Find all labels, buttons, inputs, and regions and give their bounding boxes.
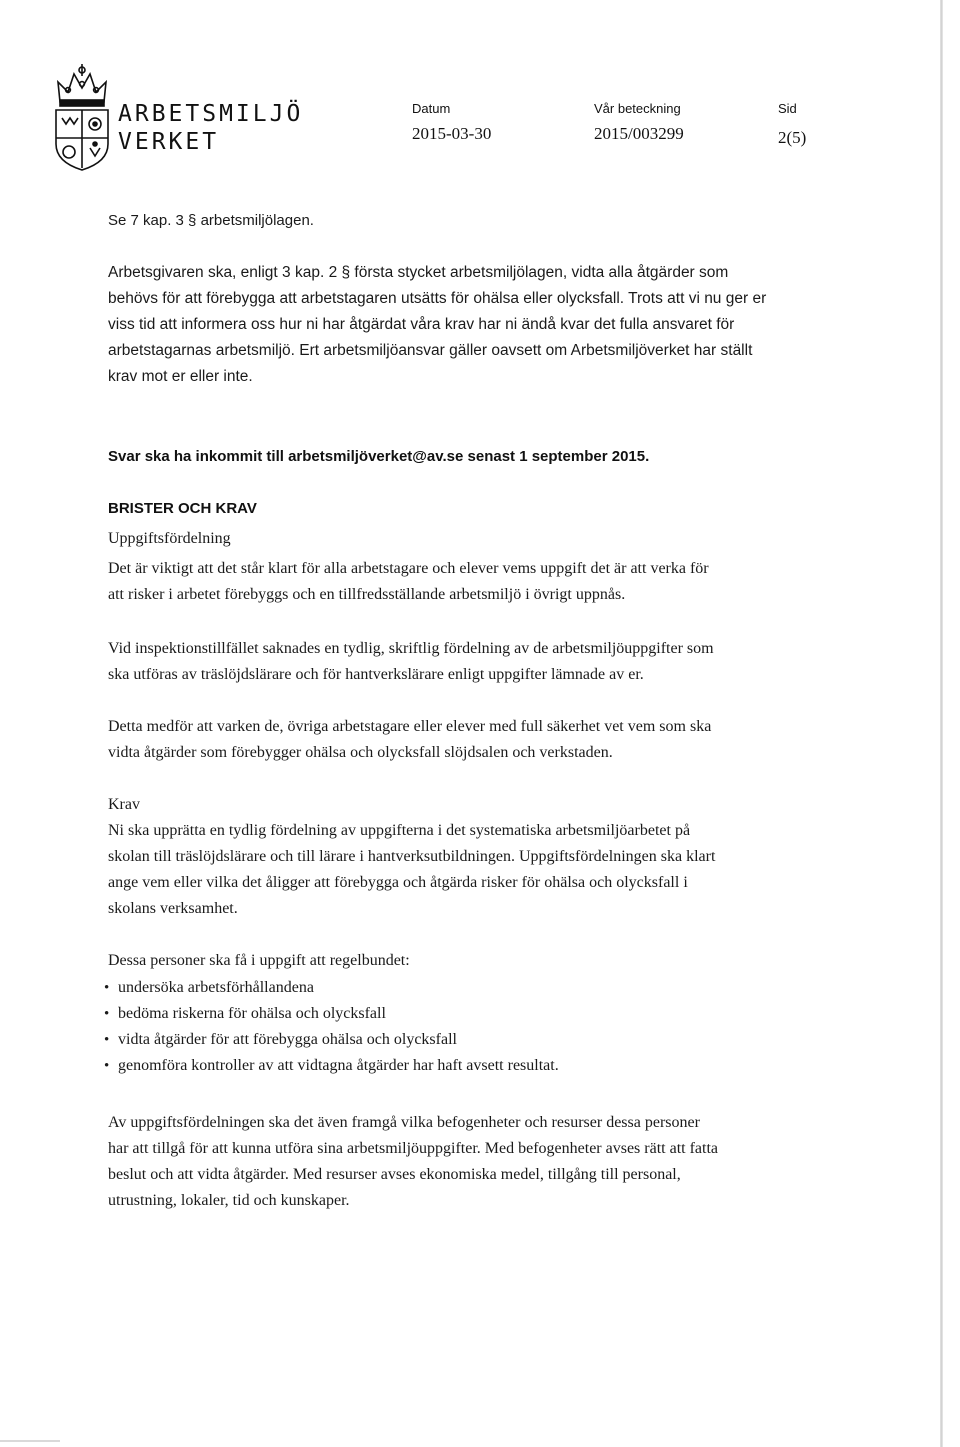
paragraph-line: Vid inspektionstillfället saknades en tydlig, skriftlig fördelning av de arbetsmiljöuppgifter som bbox=[108, 640, 714, 657]
date-value: 2015-03-30 bbox=[412, 124, 492, 143]
intro-line: behövs för att förebygga att arbetstagaren utsätts för ohälsa eller olycksfall. Trots att vi nu ger er bbox=[108, 290, 767, 307]
scan-edge-rule bbox=[940, 0, 943, 1447]
page-number: 2(5) bbox=[778, 128, 807, 147]
intro-line: krav mot er eller inte. bbox=[108, 368, 253, 385]
paragraph-line: har att tillgå för att kunna utföra sina arbetsmiljöuppgifter. Med befogenheter avses rätt att fatta bbox=[108, 1140, 719, 1157]
intro-line: arbetstagarnas arbetsmiljö. Ert arbetsmiljöansvar gäller oavsett om Arbetsmiljöverket har ställt bbox=[108, 342, 753, 359]
subsection-heading: Uppgiftsfördelning bbox=[108, 530, 231, 547]
scan-edge-mark bbox=[0, 1440, 60, 1442]
org-name-line2: VERKET bbox=[118, 129, 220, 155]
list-item: • genomföra kontroller av att vidtagna åtgärder har haft avsett resultat. bbox=[104, 1053, 559, 1079]
brister-paragraph-3 bbox=[108, 714, 828, 766]
paragraph-line: Av uppgiftsfördelningen ska det även framgå vilka befogenheter och resurser dessa personer bbox=[108, 1114, 700, 1131]
task-list-intro: Dessa personer ska få i uppgift att regelbundet: bbox=[108, 952, 410, 969]
paragraph-line: Det är viktigt att det står klart för alla arbetstagare och elever vems uppgift det är att verka för bbox=[108, 560, 709, 577]
paragraph-line: ange vem eller vilka det åligger att förebygga och åtgärda risker för ohälsa och olycksfall i bbox=[108, 874, 688, 891]
org-name bbox=[118, 100, 303, 156]
date-label: Datum bbox=[412, 101, 451, 116]
law-reference: Se 7 kap. 3 § arbetsmiljölagen. bbox=[108, 212, 314, 229]
reference-value: 2015/003299 bbox=[594, 124, 684, 143]
intro-line: viss tid att informera oss hur ni har åtgärdat våra krav har ni ändå kvar det fulla ansvaret för bbox=[108, 316, 735, 333]
paragraph-line: vidta åtgärder som förebygger ohälsa och olycksfall slöjdsalen och verkstaden. bbox=[108, 744, 613, 761]
org-name-line1: ARBETSMILJÖ bbox=[118, 101, 304, 127]
paragraph-line: Detta medför att varken de, övriga arbetstagare eller elever med full säkerhet vet vem som ska bbox=[108, 718, 712, 735]
paragraph-line: utrustning, lokaler, tid och kunskaper. bbox=[108, 1192, 350, 1209]
section-heading: BRISTER OCH KRAV bbox=[108, 500, 257, 517]
paragraph-line: beslut och att vidta åtgärder. Med resurser avses ekonomiska medel, tillgång till personal, bbox=[108, 1166, 681, 1183]
paragraph-line: skolans verksamhet. bbox=[108, 900, 238, 917]
intro-paragraph bbox=[108, 260, 828, 390]
krav-paragraph-1 bbox=[108, 818, 828, 922]
list-item: • bedöma riskerna för ohälsa och olycksfall bbox=[104, 1001, 559, 1027]
intro-line: Arbetsgivaren ska, enligt 3 kap. 2 § första stycket arbetsmiljölagen, vidta alla åtgärder som bbox=[108, 264, 729, 281]
paragraph-line: ska utföras av träslöjdslärare och för hantverkslärare enligt uppgifter lämnade av er. bbox=[108, 666, 644, 683]
krav-paragraph-2 bbox=[108, 1110, 828, 1214]
crown-shield-logo-icon bbox=[50, 62, 114, 172]
list-item: • vidta åtgärder för att förebygga ohälsa och olycksfall bbox=[104, 1027, 559, 1053]
paragraph-line: Ni ska upprätta en tydlig fördelning av uppgifterna i det systematiska arbetsmiljöarbetet på bbox=[108, 822, 691, 839]
paragraph-line: skolan till träslöjdslärare och till lärare i hantverksutbildningen. Uppgiftsfördelningen ska klart bbox=[108, 848, 716, 865]
brister-paragraph-1 bbox=[108, 556, 828, 608]
reference-label: Vår beteckning bbox=[594, 101, 681, 116]
brister-paragraph-2 bbox=[108, 636, 828, 688]
response-deadline: Svar ska ha inkommit till arbetsmiljöverket@av.se senast 1 september 2015. bbox=[108, 448, 650, 465]
paragraph-line: att risker i arbetet förebyggs och en tillfredsställande arbetsmiljö i övrigt uppnås. bbox=[108, 586, 626, 603]
page-label: Sid bbox=[778, 101, 797, 116]
task-list bbox=[104, 975, 559, 1079]
krav-heading: Krav bbox=[108, 796, 140, 813]
list-item: • undersöka arbetsförhållandena bbox=[104, 975, 559, 1001]
